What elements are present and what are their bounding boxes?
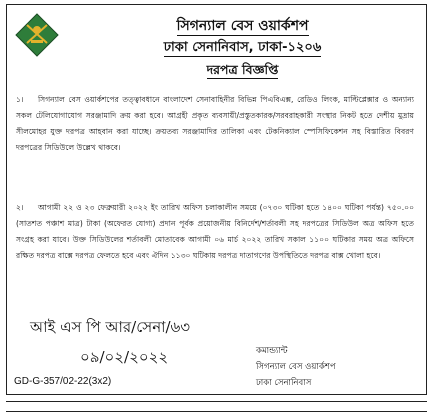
location-line: ঢাকা সেনানিবাস, ঢাকা-১২০৬: [163, 40, 322, 55]
signatory-org: সিগন্যাল বেস ওয়ার্কশপ: [256, 362, 336, 372]
notice-title: দরপত্র বিজ্ঞপ্তি: [206, 62, 279, 77]
army-crest-icon: [14, 12, 60, 58]
signatory-title: কমান্ড্যান্ট: [256, 346, 288, 356]
gd-code: GD-G-357/02-22(3x2): [14, 376, 112, 387]
divider-line: [6, 401, 427, 402]
paragraph-2-text: আগামী ২২ ও ২৩ ফেব্রুয়ারী ২০২২ ইং তারিখ অফিস চলাকালীন সময়ে (০৭৩০ ঘটিকা হতে ১৪০০ ঘটিকা পর্যন্ত) ৭৫০.০০ (সাতশত পঞ্চাশ মাত্র) টাকা (অফেরত যোগ্য) প্রদান পূর্বক প্রয়োজনীয় বিনির্দেশ/শর্তাবলী সহ দরপত্রের সিডিউল অত্র অফিস হতে সংগ্রহ করা যাবে। উক্ত সিডিউলের শর্তাবলী মোতাবেক আগামী ০৬ মার্চ ২০২২ তারিখ সকাল ১১০০ ঘটিকার সময় অত্র অফিসে রক্ষিত দরপত্র বাক্সে দরপত্র ফেলতে হবে এবং ঐদিন ১১৩০ ঘটিকায় দরপত্র দাতাগণের উপস্থিতিতে দরপত্র বাক্স খোলা হবে।: [16, 203, 414, 260]
paragraph-1-number: ১।: [16, 95, 24, 104]
divider-line: [6, 411, 427, 412]
paragraph-2-number: ২।: [16, 203, 24, 212]
paragraph-2: [16, 200, 414, 264]
org-name: সিগন্যাল বেস ওয়ার্কশপ: [176, 18, 309, 34]
signatory-place: ঢাকা সেনানিবাস: [256, 378, 312, 388]
notice-date: ০৯/০২/২০২২: [80, 348, 169, 366]
paragraph-1-text: সিগন্যাল বেস ওয়ার্কশপের তত্ত্বাবধানে বাংলাদেশ সেনাবাহিনীর বিভিন্ন পিএবিএক্স, রেডিও লিংক, মাল্টিপ্লেক্সার ও অন্যান্য সকল টেলিযোগাযোগ সরঞ্জামাদি ক্রয় করা হবে। আগ্রহী প্রকৃত ব্যবসায়ী/প্রস্তুতকারক/সরবরাহকারী সংস্থার নিকট হতে দেশীয় মুদ্রায় সীলমোহর যুক্ত দরপত্র আহবান করা যাচ্ছে। ক্রয়তব্য সরঞ্জামাদির তালিকা এবং টেকনিক্যাল স্পেসিফিকেশন সহ বিস্তারিত বিবরণ দরপত্রের সিডিউলে উল্লেখ থাকবে।: [16, 95, 414, 152]
paragraph-1: [16, 92, 414, 156]
reference-number: আই এস পি আর/সেনা/৬৩: [30, 318, 191, 336]
